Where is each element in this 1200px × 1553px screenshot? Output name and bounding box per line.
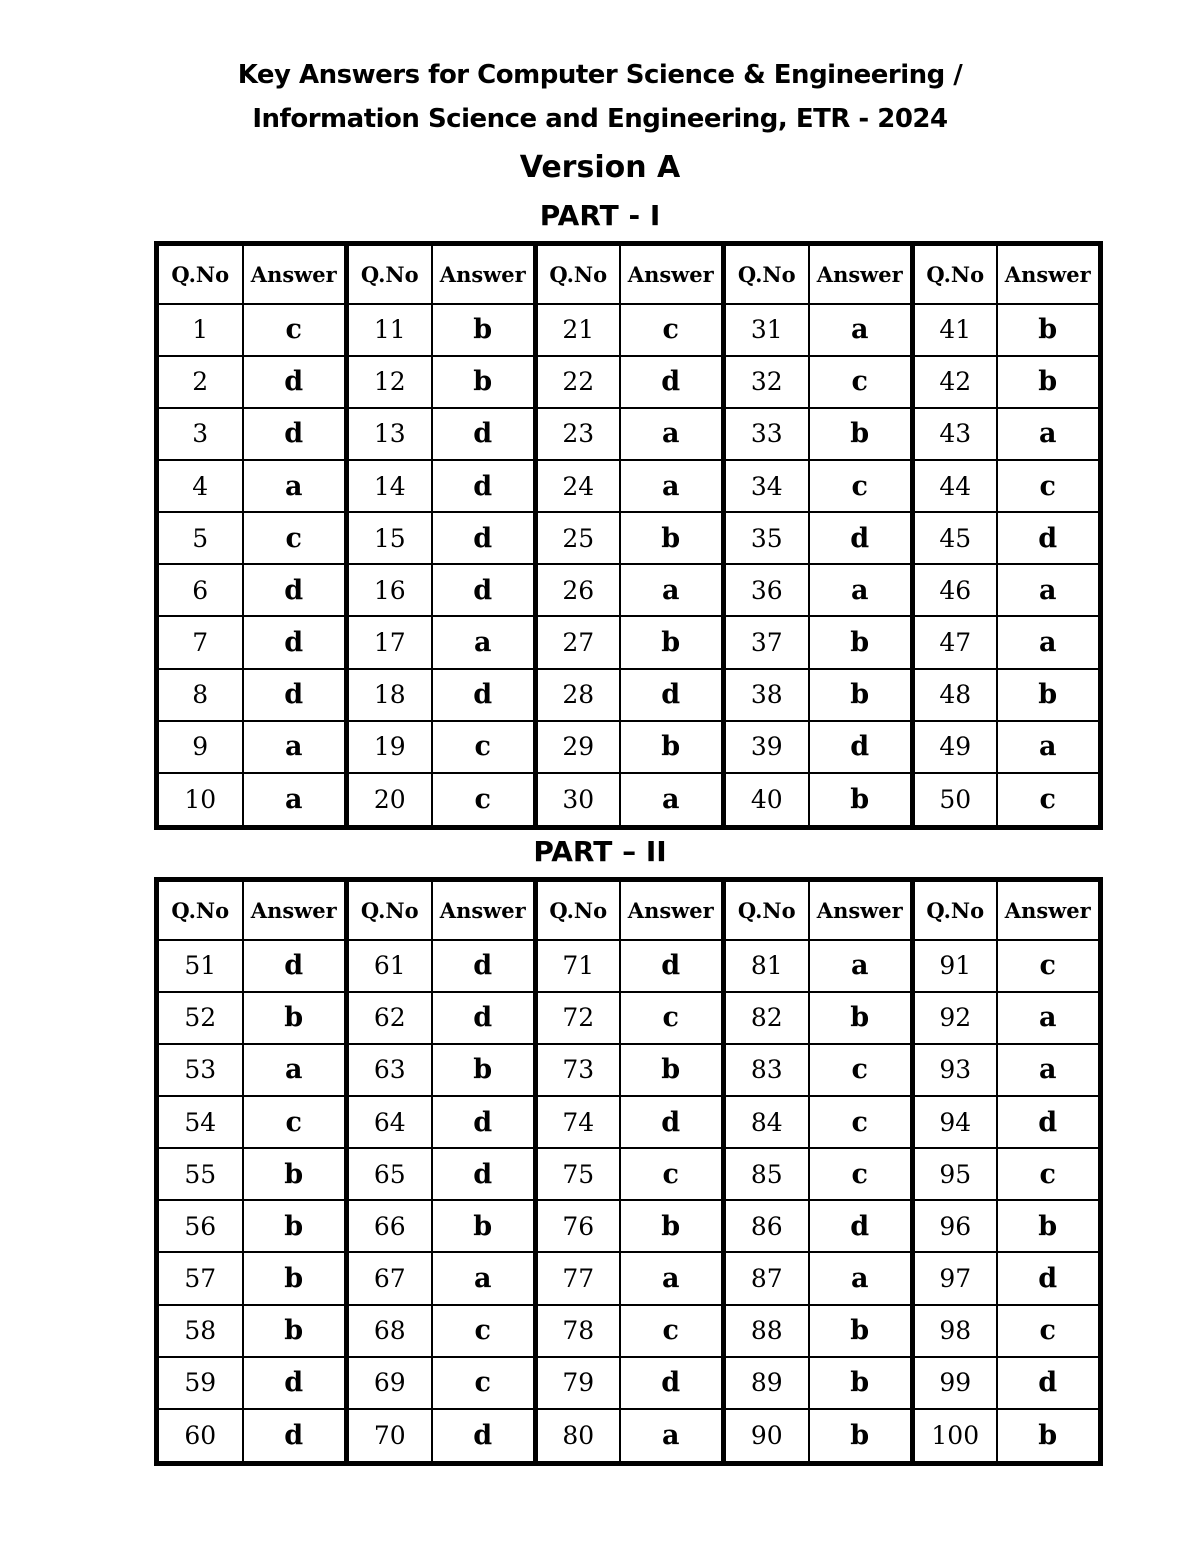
answer-letter: c	[997, 773, 1101, 828]
answer-letter: b	[620, 1044, 724, 1096]
question-number: 56	[157, 1200, 243, 1252]
answer-letter: b	[432, 1044, 536, 1096]
question-number: 14	[347, 460, 432, 512]
answer-letter: a	[809, 564, 913, 616]
answer-letter: c	[620, 304, 724, 356]
answer-column-header: Answer	[809, 880, 913, 940]
answer-letter: b	[243, 1305, 347, 1357]
question-number: 21	[536, 304, 620, 356]
question-number: 58	[157, 1305, 243, 1357]
table-row	[157, 512, 1101, 564]
question-number: 100	[913, 1409, 997, 1464]
question-number: 67	[347, 1252, 432, 1304]
table-row	[157, 992, 1101, 1044]
answer-letter: c	[997, 460, 1101, 512]
table-row	[157, 356, 1101, 408]
part-1-heading: PART - I	[539, 199, 661, 232]
answer-letter: b	[809, 616, 913, 668]
answer-letter: d	[432, 940, 536, 992]
answer-column-header: Answer	[243, 880, 347, 940]
question-number: 65	[347, 1148, 432, 1200]
answer-letter: b	[997, 1200, 1101, 1252]
question-number: 28	[536, 669, 620, 721]
answer-letter: a	[243, 773, 347, 828]
question-number: 24	[536, 460, 620, 512]
question-number: 39	[724, 721, 809, 773]
question-number: 12	[347, 356, 432, 408]
answer-letter: b	[809, 1305, 913, 1357]
answer-letter: d	[243, 940, 347, 992]
table-row	[157, 669, 1101, 721]
answer-letter: c	[243, 512, 347, 564]
answer-letter: c	[809, 1044, 913, 1096]
answer-letter: d	[620, 356, 724, 408]
answer-letter: a	[809, 304, 913, 356]
question-number: 50	[913, 773, 997, 828]
question-number: 93	[913, 1044, 997, 1096]
qno-column-header: Q.No	[157, 880, 243, 940]
question-number: 17	[347, 616, 432, 668]
qno-column-header: Q.No	[347, 880, 432, 940]
answer-letter: c	[243, 1096, 347, 1148]
question-number: 25	[536, 512, 620, 564]
question-number: 18	[347, 669, 432, 721]
question-number: 48	[913, 669, 997, 721]
answer-letter: c	[620, 1148, 724, 1200]
part-2-answer-table	[154, 877, 1103, 1466]
question-number: 2	[157, 356, 243, 408]
question-number: 40	[724, 773, 809, 828]
question-number: 79	[536, 1357, 620, 1409]
answer-letter: d	[243, 1409, 347, 1464]
answer-letter: b	[432, 356, 536, 408]
answer-letter: a	[809, 1252, 913, 1304]
question-number: 53	[157, 1044, 243, 1096]
question-number: 74	[536, 1096, 620, 1148]
table-row	[157, 721, 1101, 773]
question-number: 44	[913, 460, 997, 512]
answer-letter: b	[997, 669, 1101, 721]
question-number: 22	[536, 356, 620, 408]
question-number: 34	[724, 460, 809, 512]
answer-letter: d	[432, 1409, 536, 1464]
question-number: 1	[157, 304, 243, 356]
answer-letter: c	[243, 304, 347, 356]
question-number: 23	[536, 408, 620, 460]
answer-letter: d	[809, 721, 913, 773]
answer-letter: d	[620, 1096, 724, 1148]
version-heading: Version A	[519, 150, 681, 185]
question-number: 29	[536, 721, 620, 773]
answer-letter: b	[620, 1200, 724, 1252]
qno-column-header: Q.No	[536, 880, 620, 940]
answer-letter: b	[997, 356, 1101, 408]
answer-letter: c	[997, 1305, 1101, 1357]
answer-letter: a	[997, 721, 1101, 773]
question-number: 51	[157, 940, 243, 992]
question-number: 60	[157, 1409, 243, 1464]
question-number: 30	[536, 773, 620, 828]
question-number: 4	[157, 460, 243, 512]
table-row	[157, 773, 1101, 828]
table-row	[157, 940, 1101, 992]
answer-letter: c	[997, 940, 1101, 992]
answer-letter: d	[809, 512, 913, 564]
answer-letter: a	[997, 408, 1101, 460]
table-header-row	[157, 880, 1101, 940]
answer-letter: b	[620, 512, 724, 564]
answer-letter: b	[620, 721, 724, 773]
answer-letter: d	[997, 1096, 1101, 1148]
answer-letter: d	[432, 1096, 536, 1148]
answer-letter: b	[997, 304, 1101, 356]
answer-letter: c	[809, 460, 913, 512]
question-number: 98	[913, 1305, 997, 1357]
answer-letter: a	[432, 1252, 536, 1304]
answer-column-header: Answer	[809, 244, 913, 304]
answer-letter: d	[997, 1252, 1101, 1304]
question-number: 13	[347, 408, 432, 460]
question-number: 78	[536, 1305, 620, 1357]
answer-letter: d	[243, 356, 347, 408]
question-number: 42	[913, 356, 997, 408]
table-row	[157, 1096, 1101, 1148]
qno-column-header: Q.No	[724, 244, 809, 304]
answer-letter: d	[243, 669, 347, 721]
question-number: 16	[347, 564, 432, 616]
answer-letter: a	[620, 773, 724, 828]
question-number: 31	[724, 304, 809, 356]
table-row	[157, 1200, 1101, 1252]
question-number: 66	[347, 1200, 432, 1252]
question-number: 36	[724, 564, 809, 616]
question-number: 73	[536, 1044, 620, 1096]
answer-letter: a	[620, 1252, 724, 1304]
question-number: 11	[347, 304, 432, 356]
answer-letter: d	[620, 669, 724, 721]
answer-letter: c	[432, 773, 536, 828]
question-number: 77	[536, 1252, 620, 1304]
answer-letter: d	[432, 564, 536, 616]
question-number: 52	[157, 992, 243, 1044]
question-number: 91	[913, 940, 997, 992]
answer-column-header: Answer	[243, 244, 347, 304]
question-number: 81	[724, 940, 809, 992]
question-number: 86	[724, 1200, 809, 1252]
answer-letter: c	[432, 1357, 536, 1409]
question-number: 59	[157, 1357, 243, 1409]
question-number: 37	[724, 616, 809, 668]
answer-letter: c	[809, 356, 913, 408]
question-number: 76	[536, 1200, 620, 1252]
question-number: 71	[536, 940, 620, 992]
answer-column-header: Answer	[997, 880, 1101, 940]
table-row	[157, 460, 1101, 512]
answer-letter: d	[620, 940, 724, 992]
answer-column-header: Answer	[620, 880, 724, 940]
table-row	[157, 1357, 1101, 1409]
question-number: 9	[157, 721, 243, 773]
question-number: 64	[347, 1096, 432, 1148]
answer-letter: d	[243, 616, 347, 668]
question-number: 41	[913, 304, 997, 356]
question-number: 6	[157, 564, 243, 616]
question-number: 10	[157, 773, 243, 828]
answer-letter: d	[432, 669, 536, 721]
answer-letter: d	[432, 1148, 536, 1200]
part-2-heading: PART – II	[533, 835, 667, 868]
question-number: 57	[157, 1252, 243, 1304]
answer-letter: c	[997, 1148, 1101, 1200]
answer-letter: b	[243, 1252, 347, 1304]
answer-column-header: Answer	[432, 880, 536, 940]
question-number: 82	[724, 992, 809, 1044]
question-number: 3	[157, 408, 243, 460]
answer-letter: c	[432, 721, 536, 773]
question-number: 90	[724, 1409, 809, 1464]
qno-column-header: Q.No	[724, 880, 809, 940]
answer-letter: a	[620, 460, 724, 512]
question-number: 35	[724, 512, 809, 564]
question-number: 80	[536, 1409, 620, 1464]
answer-letter: d	[997, 512, 1101, 564]
table-row	[157, 616, 1101, 668]
answer-letter: d	[432, 992, 536, 1044]
answer-letter: c	[809, 1096, 913, 1148]
question-number: 62	[347, 992, 432, 1044]
answer-letter: a	[432, 616, 536, 668]
question-number: 96	[913, 1200, 997, 1252]
answer-letter: b	[809, 773, 913, 828]
question-number: 97	[913, 1252, 997, 1304]
question-number: 45	[913, 512, 997, 564]
table-row	[157, 1409, 1101, 1464]
question-number: 70	[347, 1409, 432, 1464]
question-number: 49	[913, 721, 997, 773]
answer-letter: d	[432, 460, 536, 512]
table-row	[157, 1305, 1101, 1357]
answer-letter: b	[809, 992, 913, 1044]
table-row	[157, 304, 1101, 356]
answer-letter: d	[243, 564, 347, 616]
question-number: 38	[724, 669, 809, 721]
answer-letter: a	[243, 460, 347, 512]
table-row	[157, 564, 1101, 616]
answer-letter: b	[809, 408, 913, 460]
title-line-2: Information Science and Engineering, ETR - 2024	[252, 104, 948, 134]
answer-letter: b	[243, 992, 347, 1044]
question-number: 84	[724, 1096, 809, 1148]
question-number: 5	[157, 512, 243, 564]
answer-letter: a	[997, 564, 1101, 616]
qno-column-header: Q.No	[347, 244, 432, 304]
answer-letter: a	[620, 564, 724, 616]
question-number: 69	[347, 1357, 432, 1409]
answer-letter: b	[997, 1409, 1101, 1464]
answer-letter: b	[809, 669, 913, 721]
answer-letter: d	[809, 1200, 913, 1252]
question-number: 8	[157, 669, 243, 721]
question-number: 20	[347, 773, 432, 828]
table-header-row	[157, 244, 1101, 304]
question-number: 27	[536, 616, 620, 668]
answer-letter: b	[432, 304, 536, 356]
answer-column-header: Answer	[620, 244, 724, 304]
answer-letter: a	[620, 408, 724, 460]
question-number: 92	[913, 992, 997, 1044]
answer-letter: d	[432, 512, 536, 564]
answer-letter: b	[243, 1148, 347, 1200]
table-row	[157, 1148, 1101, 1200]
answer-letter: a	[997, 992, 1101, 1044]
qno-column-header: Q.No	[536, 244, 620, 304]
question-number: 85	[724, 1148, 809, 1200]
answer-letter: d	[997, 1357, 1101, 1409]
question-number: 89	[724, 1357, 809, 1409]
answer-letter: c	[809, 1148, 913, 1200]
question-number: 47	[913, 616, 997, 668]
answer-letter: c	[620, 992, 724, 1044]
answer-letter: b	[809, 1357, 913, 1409]
question-number: 32	[724, 356, 809, 408]
question-number: 33	[724, 408, 809, 460]
answer-letter: d	[432, 408, 536, 460]
answer-letter: b	[809, 1409, 913, 1464]
answer-letter: c	[620, 1305, 724, 1357]
question-number: 19	[347, 721, 432, 773]
question-number: 55	[157, 1148, 243, 1200]
answer-letter: d	[620, 1357, 724, 1409]
part-1-answer-table	[154, 241, 1103, 830]
answer-letter: a	[243, 721, 347, 773]
question-number: 7	[157, 616, 243, 668]
answer-column-header: Answer	[432, 244, 536, 304]
question-number: 88	[724, 1305, 809, 1357]
answer-letter: a	[243, 1044, 347, 1096]
question-number: 63	[347, 1044, 432, 1096]
qno-column-header: Q.No	[157, 244, 243, 304]
table-row	[157, 1044, 1101, 1096]
question-number: 83	[724, 1044, 809, 1096]
question-number: 94	[913, 1096, 997, 1148]
question-number: 95	[913, 1148, 997, 1200]
answer-letter: b	[620, 616, 724, 668]
answer-letter: c	[432, 1305, 536, 1357]
answer-column-header: Answer	[997, 244, 1101, 304]
question-number: 99	[913, 1357, 997, 1409]
question-number: 46	[913, 564, 997, 616]
title-line-1: Key Answers for Computer Science & Engineering /	[237, 60, 963, 90]
answer-letter: a	[997, 1044, 1101, 1096]
answer-letter: a	[620, 1409, 724, 1464]
question-number: 87	[724, 1252, 809, 1304]
question-number: 54	[157, 1096, 243, 1148]
question-number: 61	[347, 940, 432, 992]
question-number: 15	[347, 512, 432, 564]
qno-column-header: Q.No	[913, 880, 997, 940]
table-row	[157, 1252, 1101, 1304]
question-number: 68	[347, 1305, 432, 1357]
question-number: 72	[536, 992, 620, 1044]
answer-letter: a	[809, 940, 913, 992]
answer-letter: b	[432, 1200, 536, 1252]
answer-letter: a	[997, 616, 1101, 668]
answer-letter: d	[243, 408, 347, 460]
question-number: 75	[536, 1148, 620, 1200]
table-row	[157, 408, 1101, 460]
answer-letter: d	[243, 1357, 347, 1409]
qno-column-header: Q.No	[913, 244, 997, 304]
answer-letter: b	[243, 1200, 347, 1252]
question-number: 26	[536, 564, 620, 616]
question-number: 43	[913, 408, 997, 460]
